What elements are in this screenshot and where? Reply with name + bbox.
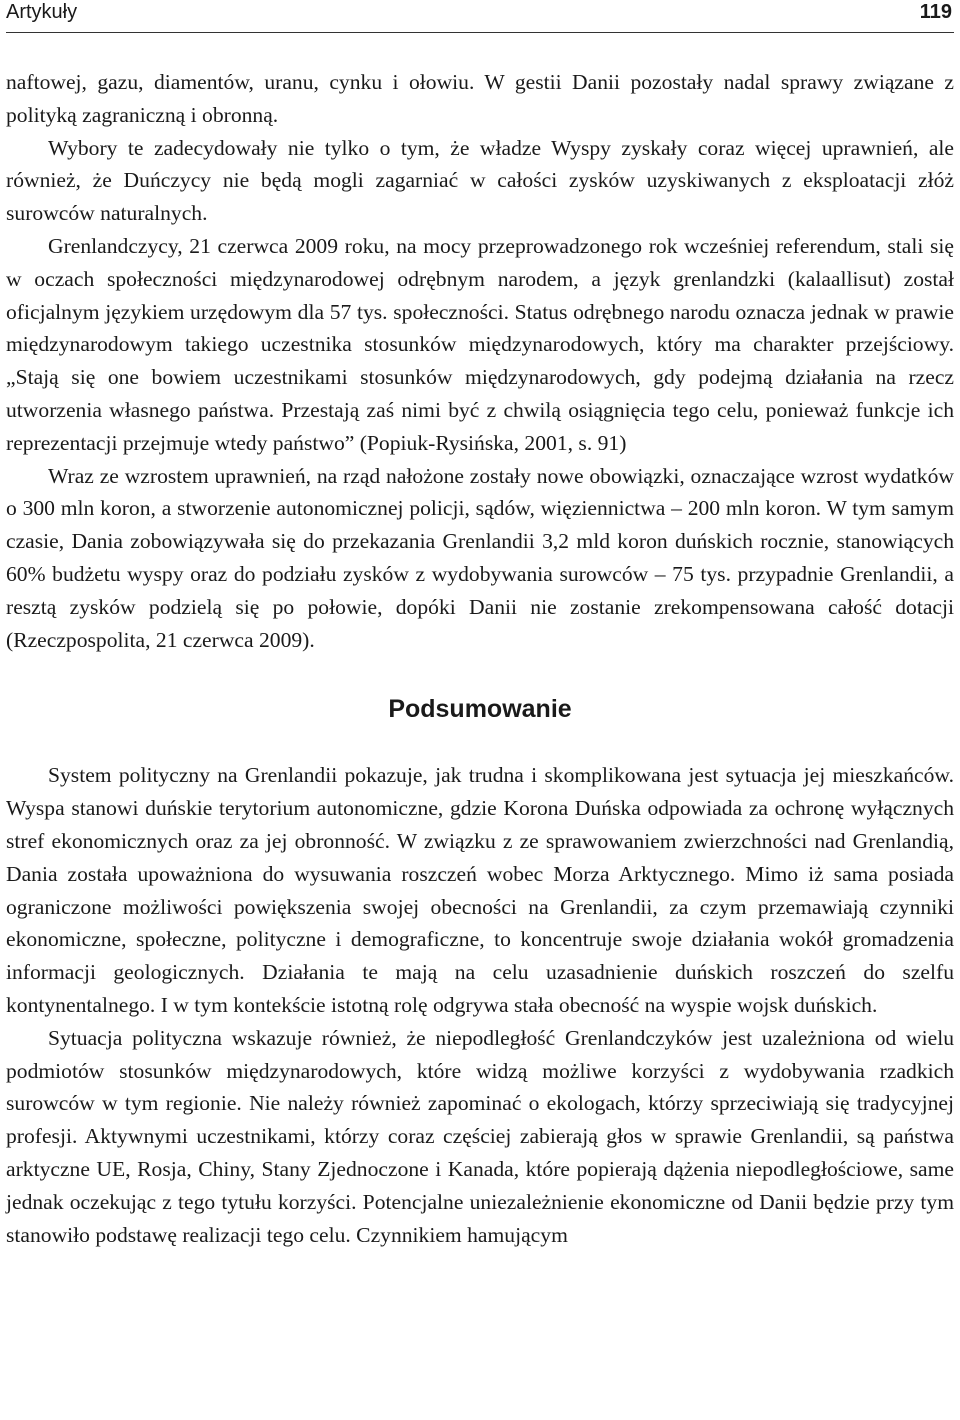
paragraph-6: Sytuacja polityczna wskazuje również, że niepodległość Grenlandczyków jest uzależniona od wielu podmiotów stosunków międzynarodowych, które widzą możliwe korzyści z wydobywania rzadkich surowców w tym regionie. Nie należy również zapominać o ekologach, którzy sprzeciwiają się tradycyjnej profesji. Aktywnymi uczestnikami, którzy coraz częściej zabierają głos w sprawie Grenlandii, są państwa arktyczne UE, Rosja, Chiny, Stany Zjednoczone i Kanada, które popierają dążenia niepodległościowe, same jednak oczekując z tego tytułu korzyści. Potencjalne uniezależnienie ekonomiczne od Danii będzie przy tym stanowiło podstawę realizacji tego celu. Czynnikiem hamującym: [6, 1025, 954, 1247]
paragraph-5: System polityczny na Grenlandii pokazuje, jak trudna i skomplikowana jest sytuacja jej mieszkańców. Wyspa stanowi duńskie terytorium autonomiczne, gdzie Korona Duńska odpowiada za ochronę wyłącznych stref ekonomicznych oraz za jej obronność. W związku z ze sprawowaniem zwierzchności nad Grenlandią, Dania została upoważniona do wysuwania roszczeń wobec Morza Arktycznego. Mimo iż sama posiada ograniczone możliwości powiększenia swojej obecności na Grenlandii, za czym przemawiają czynniki ekonomiczne, społeczne, polityczne i demograficzne, to koncentruje swoje działania wokół gromadzenia informacji geologicznych. Działania te mają na celu uzasadnienie duńskich roszczeń do szelfu kontynentalnego. I w tym kontekście istotną rolę odgrywa stała obecność na wyspie wojsk duńskich.: [6, 763, 954, 1017]
section-heading: Podsumowanie: [388, 695, 572, 724]
article-body: [6, 66, 954, 1251]
page-number: 119: [919, 1, 952, 23]
paragraph-2: Wybory te zadecydowały nie tylko o tym, że władze Wyspy zyskały coraz więcej uprawnień, ale również, że Duńczycy nie będą mogli zagarniać w całości zysków uzyskiwanych z eksploatacji złóż surowców naturalnych.: [6, 135, 954, 226]
paragraph-1: naftowej, gazu, diamentów, uranu, cynku i ołowiu. W gestii Danii pozostały nadal sprawy związane z polityką zagraniczną i obronną.: [6, 70, 954, 127]
section-title: Artykuły: [6, 1, 78, 23]
paragraph-4: Wraz ze wzrostem uprawnień, na rząd nałożone zostały nowe obowiązki, oznaczające wzrost wydatków o 300 mln koron, a stworzenie autonomicznej policji, sądów, więziennictwa – 200 mln koron. W tym samym czasie, Dania zobowiązywała się do przekazania Grenlandii 3,2 mld koron duńskich rocznie, stanowiących 60% budżetu wyspy oraz do podziału zysków z wydobywania surowców – 75 tys. przypadnie Grenlandii, a resztą zysków podzielą się po połowie, dopóki Danii nie zostanie zrekompensowana całość dotacji (Rzeczpospolita, 21 czerwca 2009).: [6, 463, 954, 652]
paragraph-3: Grenlandczycy, 21 czerwca 2009 roku, na mocy przeprowadzonego rok wcześniej referendum, stali się w oczach społeczności międzynarodowej odrębnym narodem, a język grenlandzki (kalaallisut) został oficjalnym językiem urzędowym dla 57 tys. społeczności. Status odrębnego narodu oznacza jednak w prawie międzynarodowym takiego uczestnika stosunków międzynarodowych, który ma charakter przejściowy. „Stają się one bowiem uczestnikami stosunków międzynarodowych, gdy podejmą działania na rzecz utworzenia własnego państwa. Przestają zaś nimi być z chwilą osiągnięcia tego celu, ponieważ funkcje ich reprezentacji przejmuje wtedy państwo” (Popiuk-Rysińska, 2001, s. 91): [6, 233, 954, 455]
running-header: [6, 0, 954, 33]
